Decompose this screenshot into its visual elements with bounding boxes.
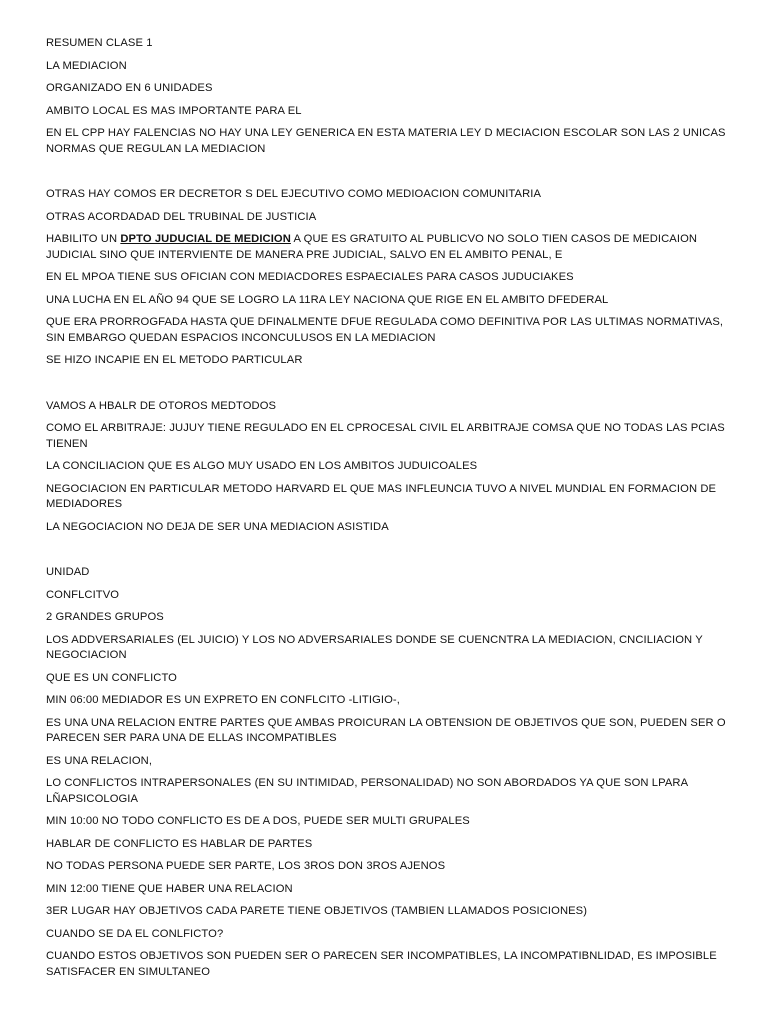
blank-line — [46, 542, 736, 565]
paragraph: UNIDAD — [46, 566, 90, 578]
paragraph: CUANDO ESTOS OBJETIVOS SON PUEDEN SER O PARECEN SER INCOMPATIBLES, LA INCOMPATIBNLIDAD, ES IMPOSIBLE SATISFACER EN SIMULTANEO — [46, 950, 717, 978]
highlighted-term: DPTO JUDUCIAL DE MEDICION — [120, 233, 291, 245]
paragraph: LA MEDIACION — [46, 59, 127, 72]
paragraph: CONFLCITVO — [46, 588, 120, 601]
paragraph: QUE ES UN CONFLICTO — [46, 671, 177, 684]
paragraph: AMBITO LOCAL ES MAS IMPORTANTE PARA EL — [46, 104, 302, 117]
paragraph: QUE ERA PRORROGFADA HASTA QUE DFINALMENTE DFUE REGULADA COMO DEFINITIVA POR LAS ULTIMAS NORMATIVAS, SIN EMBARGO QUEDAN ESPACIOS INCONCULUSOS EN LA MEDIACION — [46, 316, 724, 344]
paragraph: OTRAS ACORDADAD DEL TRUBINAL DE JUSTICIA — [46, 210, 317, 223]
paragraph: MIN 12:00 TIENE QUE HABER UNA RELACION — [46, 882, 293, 895]
paragraph: EN EL CPP HAY FALENCIAS NO HAY UNA LEY GENERICA EN ESTA MATERIA LEY D MECIACION ESCOLAR SON LAS 2 UNICAS NORMAS QUE REGULAN LA MEDIACION — [46, 127, 726, 155]
paragraph: ES UNA RELACION, — [46, 754, 153, 767]
paragraph: 3ER LUGAR HAY OBJETIVOS CADA PARETE TIENE OBJETIVOS (TAMBIEN LLAMADOS POSICIONES) — [46, 905, 588, 917]
document-page — [46, 36, 736, 987]
paragraph: LOS ADDVERSARIALES (EL JUICIO) Y LOS NO ADVERSARIALES DONDE SE CUENCNTRA LA MEDIACION, CNCILIACION Y NEGOCIACION — [46, 633, 703, 661]
paragraph: MIN 06:00 MEDIADOR ES UN EXPRETO EN CONFLCITO -LITIGIO-, — [46, 694, 400, 706]
blank-line — [46, 164, 736, 187]
paragraph: COMO EL ARBITRAJE: JUJUY TIENE REGULADO EN EL CPROCESAL CIVIL EL ARBITRAJE COMSA QUE NO TODAS LAS PCIAS TIENEN — [46, 422, 725, 450]
paragraph: RESUMEN CLASE 1 — [46, 37, 153, 49]
paragraph: LA CONCILIACION QUE ES ALGO MUY USADO EN LOS AMBITOS JUDUICOALES — [46, 460, 478, 472]
paragraph: EN EL MPOA TIENE SUS OFICIAN CON MEDIACDORES ESPAECIALES PARA CASOS JUDUCIAKES — [46, 271, 574, 283]
paragraph: ES UNA UNA RELACION ENTRE PARTES QUE AMBAS PROICURAN LA OBTENSION DE OBJETIVOS QUE SON, PUEDEN SER O PARECEN SER PARA UNA DE ELLAS INCOMPATIBLES — [46, 716, 726, 744]
paragraph: NEGOCIACION EN PARTICULAR METODO HARVARD EL QUE MAS INFLEUNCIA TUVO A NIVEL MUNDIAL EN FORMACION DE MEDIADORES — [46, 482, 717, 510]
paragraph: LO CONFLICTOS INTRAPERSONALES (EN SU INTIMIDAD, PERSONALIDAD) NO SON ABORDADOS YA QUE SON LPARA LÑAPSICOLOGIA — [46, 777, 688, 805]
paragraph-text: HABILITO UN — [46, 233, 121, 245]
paragraph: VAMOS A HBALR DE OTOROS MEDTODOS — [46, 399, 277, 412]
paragraph: UNA LUCHA EN EL AÑO 94 QUE SE LOGRO LA 11RA LEY NACIONA QUE RIGE EN EL AMBITO DFEDERAL — [46, 293, 609, 306]
paragraph-with-highlight — [46, 232, 736, 263]
paragraph: ORGANIZADO EN 6 UNIDADES — [46, 82, 213, 94]
paragraph: SE HIZO INCAPIE EN EL METODO PARTICULAR — [46, 354, 303, 366]
paragraph: HABLAR DE CONFLICTO ES HABLAR DE PARTES — [46, 837, 313, 850]
paragraph: OTRAS HAY COMOS ER DECRETOR S DEL EJECUTIVO COMO MEDIOACION COMUNITARIA — [46, 188, 542, 200]
paragraph: CUANDO SE DA EL CONLFICTO? — [46, 927, 224, 940]
paragraph-text: A QUE ES GRATUITO AL PUBLICVO NO SOLO TIEN CASOS DE MEDICAION JUDICIAL SINO QUE INTERVIENTE DE MANERA PRE JUDICIAL, SALVO EN EL AMBITO PENAL, E — [46, 233, 698, 261]
blank-line — [46, 376, 736, 399]
paragraph: LA NEGOCIACION NO DEJA DE SER UNA MEDIACION ASISTIDA — [46, 520, 389, 533]
paragraph: MIN 10:00 NO TODO CONFLICTO ES DE A DOS, PUEDE SER MULTI GRUPALES — [46, 815, 470, 827]
paragraph: NO TODAS PERSONA PUEDE SER PARTE, LOS 3ROS DON 3ROS AJENOS — [46, 860, 446, 872]
paragraph: 2 GRANDES GRUPOS — [46, 611, 164, 623]
